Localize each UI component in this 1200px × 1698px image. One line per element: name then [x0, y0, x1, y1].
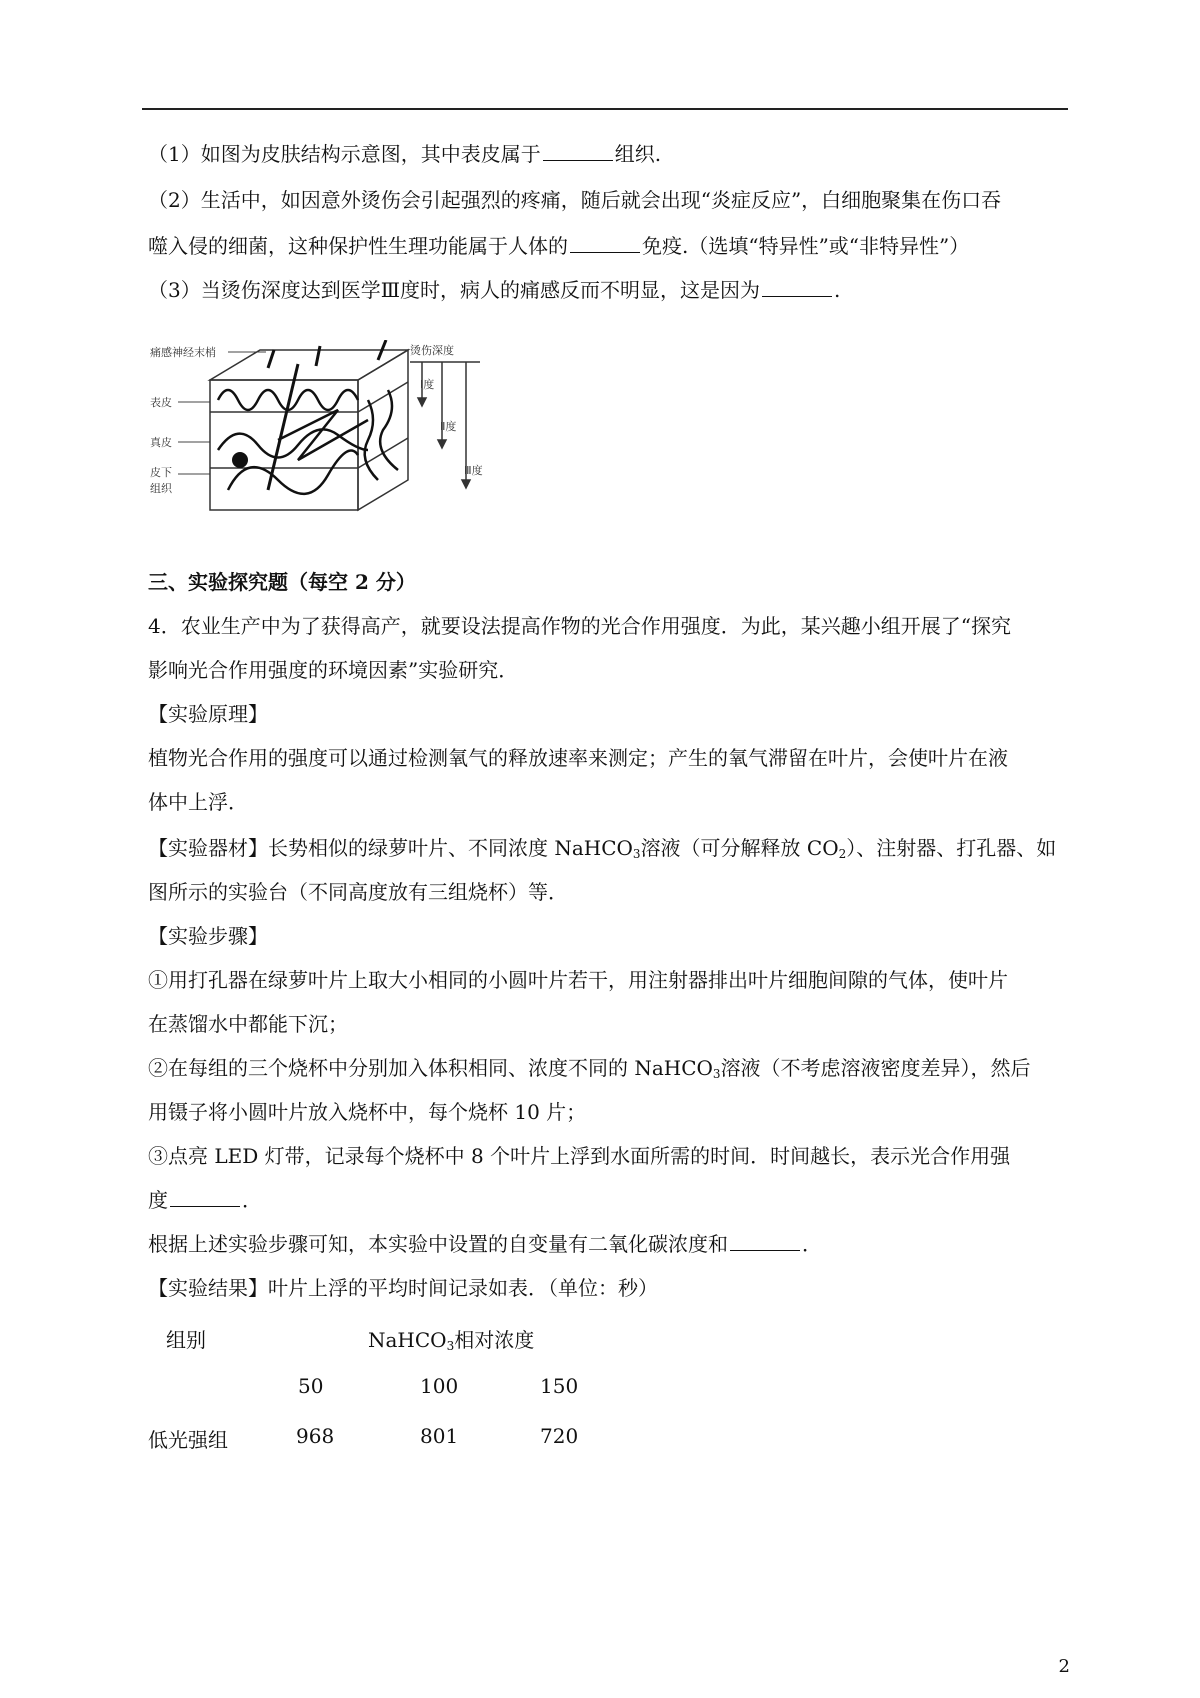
skin-diagram — [148, 340, 516, 540]
step-2-line-1: ②在每组的三个烧杯中分别加入体积相同、浓度不同的 NaHCO$_3$溶液（不考虑溶液密度差异），然后 — [148, 1056, 1031, 1081]
table-cell-low-50: 968 — [296, 1424, 335, 1448]
question-1: （1）如图为皮肤结构示意图，其中表皮属于 组织. — [148, 142, 662, 166]
variable-question: 根据上述实验步骤可知，本实验中设置的自变量有二氧化碳浓度和 ． — [148, 1232, 822, 1256]
label-degree-3: Ⅲ度 — [464, 464, 483, 477]
label-dermis: 真皮 — [150, 436, 172, 449]
hair-bulb-icon — [232, 452, 248, 468]
label-subcutaneous-1: 皮下 — [150, 466, 172, 479]
answer-blank-3[interactable] — [762, 278, 832, 297]
question-4-line-2: 影响光合作用强度的环境因素”实验研究． — [148, 658, 519, 682]
label-burn-depth: 烫伤深度 — [410, 344, 454, 357]
question-4-line-1: 4．农业生产中为了获得高产，就要设法提高作物的光合作用强度．为此，某兴趣小组开展了“探究 — [148, 614, 1011, 638]
answer-blank-1[interactable] — [543, 142, 613, 161]
table-header-group: 组别 — [166, 1328, 206, 1352]
header-rule — [142, 108, 1068, 110]
table-cell-low-100: 801 — [420, 1424, 459, 1448]
table-header-concentration: NaHCO$_3$相对浓度 — [368, 1328, 535, 1353]
label-nerve: 痛感神经末梢 — [150, 346, 216, 359]
table-conc-100: 100 — [420, 1374, 459, 1398]
label-epidermis: 表皮 — [150, 396, 172, 409]
principle-line-2: 体中上浮． — [148, 790, 248, 814]
table-conc-50: 50 — [298, 1374, 324, 1398]
table-conc-150: 150 — [540, 1374, 579, 1398]
answer-blank-4[interactable] — [170, 1188, 240, 1207]
table-cell-low-150: 720 — [540, 1424, 579, 1448]
page-number: 2 — [1058, 1656, 1070, 1677]
steps-heading: 【实验步骤】 — [148, 924, 268, 948]
label-degree-2: Ⅱ度 — [440, 420, 457, 433]
answer-blank-5[interactable] — [730, 1232, 800, 1251]
materials-line-1: 【实验器材】长势相似的绿萝叶片、不同浓度 NaHCO$_3$溶液（可分解释放 $CO_2$）、注射器、打孔器、如 — [148, 836, 1057, 861]
step-1-line-1: ①用打孔器在绿萝叶片上取大小相同的小圆叶片若干，用注射器排出叶片细胞间隙的气体，使叶片 — [148, 968, 1008, 992]
principle-heading: 【实验原理】 — [148, 702, 268, 726]
principle-line-1: 植物光合作用的强度可以通过检测氧气的释放速率来测定；产生的氧气滞留在叶片，会使叶片在液 — [148, 746, 1008, 770]
step-2-line-2: 用镊子将小圆叶片放入烧杯中，每个烧杯 10 片； — [148, 1100, 587, 1124]
skin-structure-figure — [148, 340, 516, 540]
materials-line-2: 图所示的实验台（不同高度放有三组烧杯）等． — [148, 880, 568, 904]
section-3-title: 三、实验探究题（每空 2 分） — [148, 570, 416, 594]
result-line: 【实验结果】叶片上浮的平均时间记录如表．（单位：秒） — [148, 1276, 658, 1300]
step-1-line-2: 在蒸馏水中都能下沉； — [148, 1012, 348, 1036]
answer-blank-2[interactable] — [570, 234, 640, 253]
label-degree-1: Ⅰ度 — [420, 378, 435, 391]
question-2-line-1: （2）生活中，如因意外烫伤会引起强烈的疼痛，随后就会出现“炎症反应”，白细胞聚集在伤口吞 — [148, 188, 1002, 212]
step-3-line-1: ③点亮 LED 灯带，记录每个烧杯中 8 个叶片上浮到水面所需的时间．时间越长，表示光合作用强 — [148, 1144, 1011, 1168]
question-3: （3）当烫伤深度达到医学Ⅲ度时，病人的痛感反而不明显，这是因为 . — [148, 278, 841, 302]
table-row-label-low-light: 低光强组 — [148, 1428, 228, 1452]
step-3-line-2: 度 ． — [148, 1188, 262, 1212]
question-2-line-2: 噬入侵的细菌，这种保护性生理功能属于人体的 免疫.（选填“特异性”或“非特异性”） — [148, 234, 970, 258]
label-subcutaneous-2: 组织 — [150, 482, 172, 495]
